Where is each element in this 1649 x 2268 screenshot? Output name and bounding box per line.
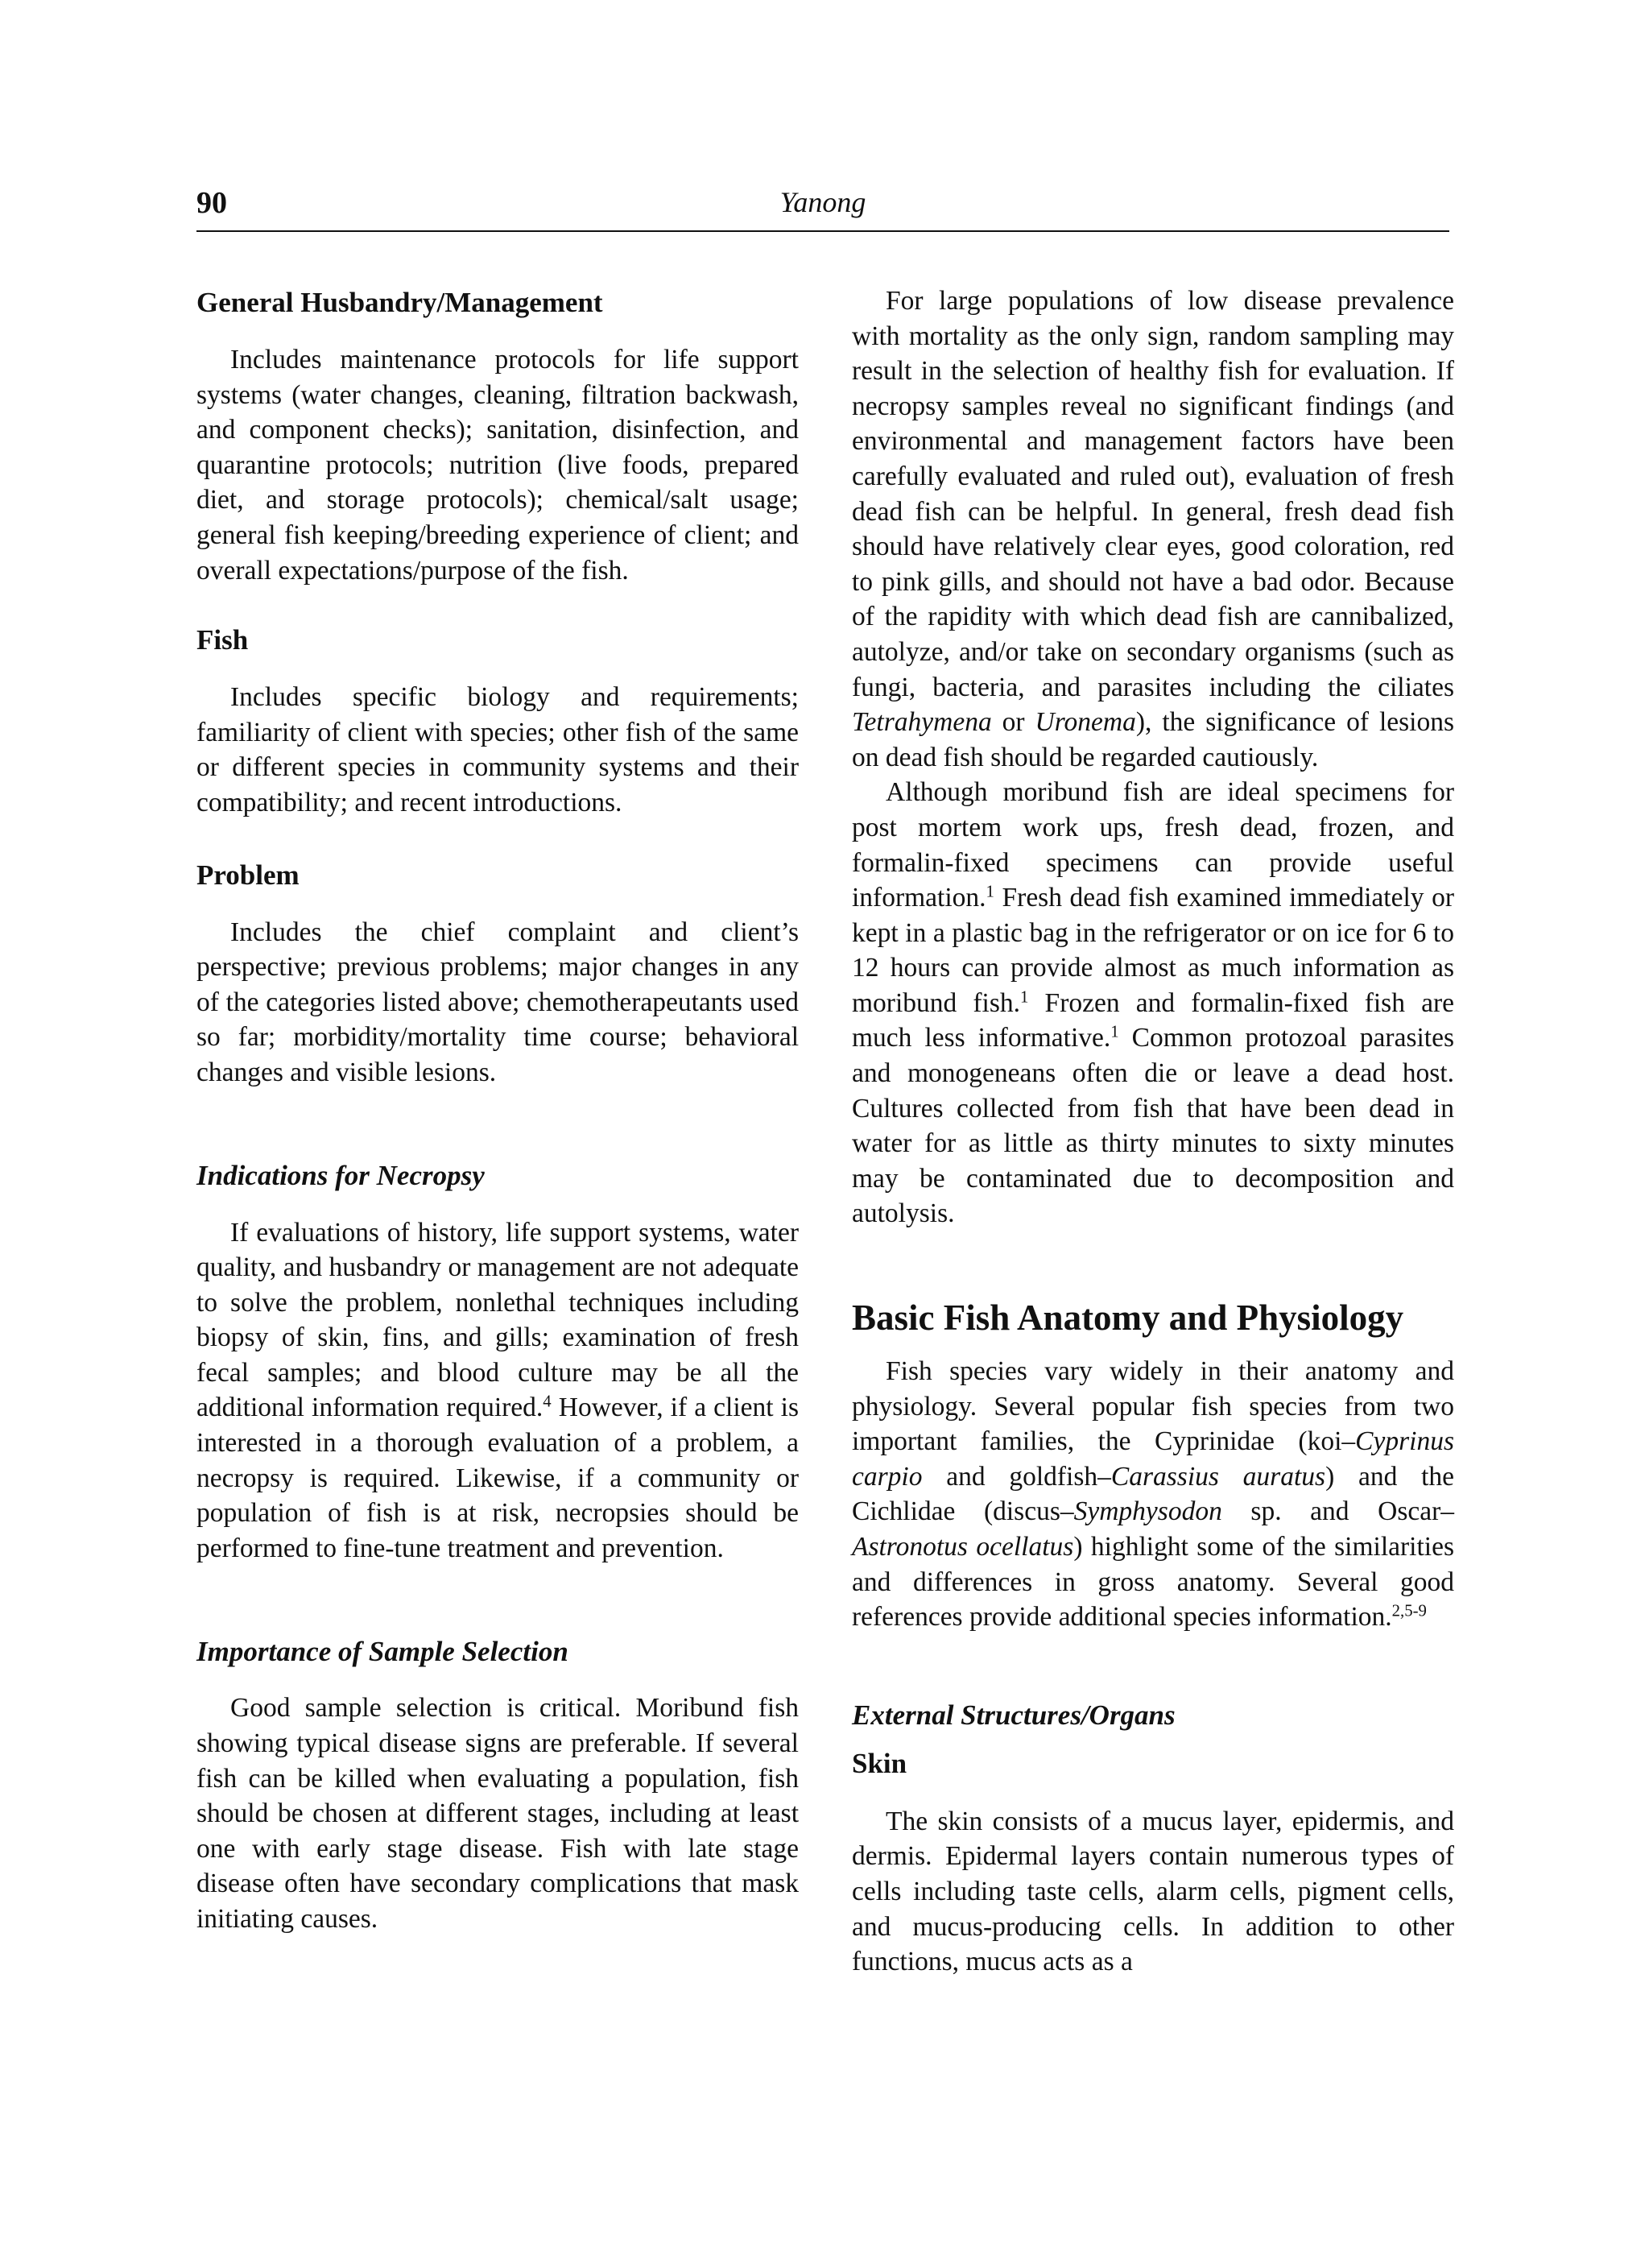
header-rule [196,230,1449,232]
reference-superscript: 2,5-9 [1391,1601,1427,1620]
paragraph-skin: The skin consists of a mucus layer, epidermis, and dermis. Epidermal layers contain numerous types of cells including taste cells, alarm cells, pigment cells, and mucus-producing cells. In addition to other functions, mucus acts as a [852,1806,1454,1977]
paragraph-specimens: Although moribund fish are ideal specimens for post mortem work ups, fresh dead, frozen, and formalin-fixed specimens can provide useful information.$^1$ Fresh dead fish examined immediately or kept in a plastic bag in the refrigerator or on ice for 6 to 12 hours can provide almost as much information as moribund fish.$^1$ Frozen and formalin-fixed fish are much less informative.$^1$ Common protozoal parasites and monogeneans often die or leave a dead host. Cultures collected from fish that have been dead in water for as little as thirty minutes to sixty minutes may be contaminated due to decomposition and autolysis. [852,777,1454,1229]
paragraph-general-husbandry: Includes maintenance protocols for life support systems (water changes, cleaning, filtration backwash, and component checks); sanitation, disinfection, and quarantine protocols; nutrition (live foods, prepared diet, and storage protocols); chemical/salt usage; general fish keeping/breeding experience of client; and overall expectations/purpose of the fish. [196,345,799,586]
paragraph-problem: Includes the chief complaint and client’s perspective; previous problems; major changes in any of the categories listed above; chemotherapeutants used so far; morbidity/mortality time course; behavioral changes and visible lesions. [196,917,799,1087]
page-number: 90 [196,186,227,220]
reference-superscript: 1 [986,882,994,901]
heading-external-structures: External Structures/Organs [852,1699,1176,1731]
heading-skin: Skin [852,1747,907,1779]
heading-general-husbandry: General Husbandry/Management [196,287,603,318]
reference-superscript: 1 [1020,987,1029,1007]
paragraph-fish: Includes specific biology and requirements; familiarity of client with species; other fish of the same or different species in community systems and their compatibility; and recent introductions. [196,682,799,817]
paragraph-sample-selection: Good sample selection is critical. Moribund fish showing typical disease signs are preferable. If several fish can be killed when evaluating a population, fish should be chosen at different stages, including at least one with early stage disease. Fish with late stage disease often have secondary complications that mask initiating causes. [196,1693,799,1934]
left-column [196,284,799,1937]
running-title: Yanong [779,186,866,218]
heading-basic-fish-anatomy: Basic Fish Anatomy and Physiology [852,1297,1404,1339]
paragraph-fresh-dead-fish: For large populations of low disease prevalence with mortality as the only sign, random sampling may result in the selection of healthy fish for evaluation. If necropsy samples reveal no significant findings (and environmental and management factors have been carefully evaluated and ruled out), evaluation of fresh dead fish can be helpful. In general, fresh dead fish should have relatively clear eyes, good coloration, red to pink gills, and should not have a bad odor. Because of the rapidity with which dead fish are cannibalized, autolyze, and/or take on secondary organisms (such as fungi, bacteria, and parasites including the ciliates Tetrahymena or Uronema), the significance of lesions on dead fish should be regarded cautiously. [852,286,1454,772]
right-column [852,284,1454,1980]
running-header [196,185,1449,234]
heading-fish: Fish [196,624,249,656]
heading-problem: Problem [196,859,300,891]
paragraph-anatomy: Fish species vary widely in their anatomy and physiology. Several popular fish species from two important families, the Cyprinidae (koi–Cyprinus carpio and goldfish–Carassius auratus) and the Cichlidae (discus–Symphysodon sp. and Oscar–Astronotus ocellatus) highlight some of the similarities and differences in gross anatomy. Several good references provide additional species information.$^{2,5-9}$ [852,1356,1455,1633]
reference-superscript: 4 [543,1393,552,1412]
heading-sample-selection: Importance of Sample Selection [196,1636,568,1668]
heading-indications-for-necropsy: Indications for Necropsy [196,1159,485,1191]
reference-superscript: 1 [1110,1023,1119,1042]
paragraph-indications: If evaluations of history, life support systems, water quality, and husbandry or management are not adequate to solve the problem, nonlethal techniques including biopsy of skin, fins, and gills; examination of fresh fecal samples; and blood culture may be all the additional information required.$^4$ However, if a client is interested in a thorough evaluation of a problem, a necropsy is required. Likewise, if a community or population of fish is at risk, necropsies should be performed to fine-tune treatment and prevention. [196,1217,799,1563]
